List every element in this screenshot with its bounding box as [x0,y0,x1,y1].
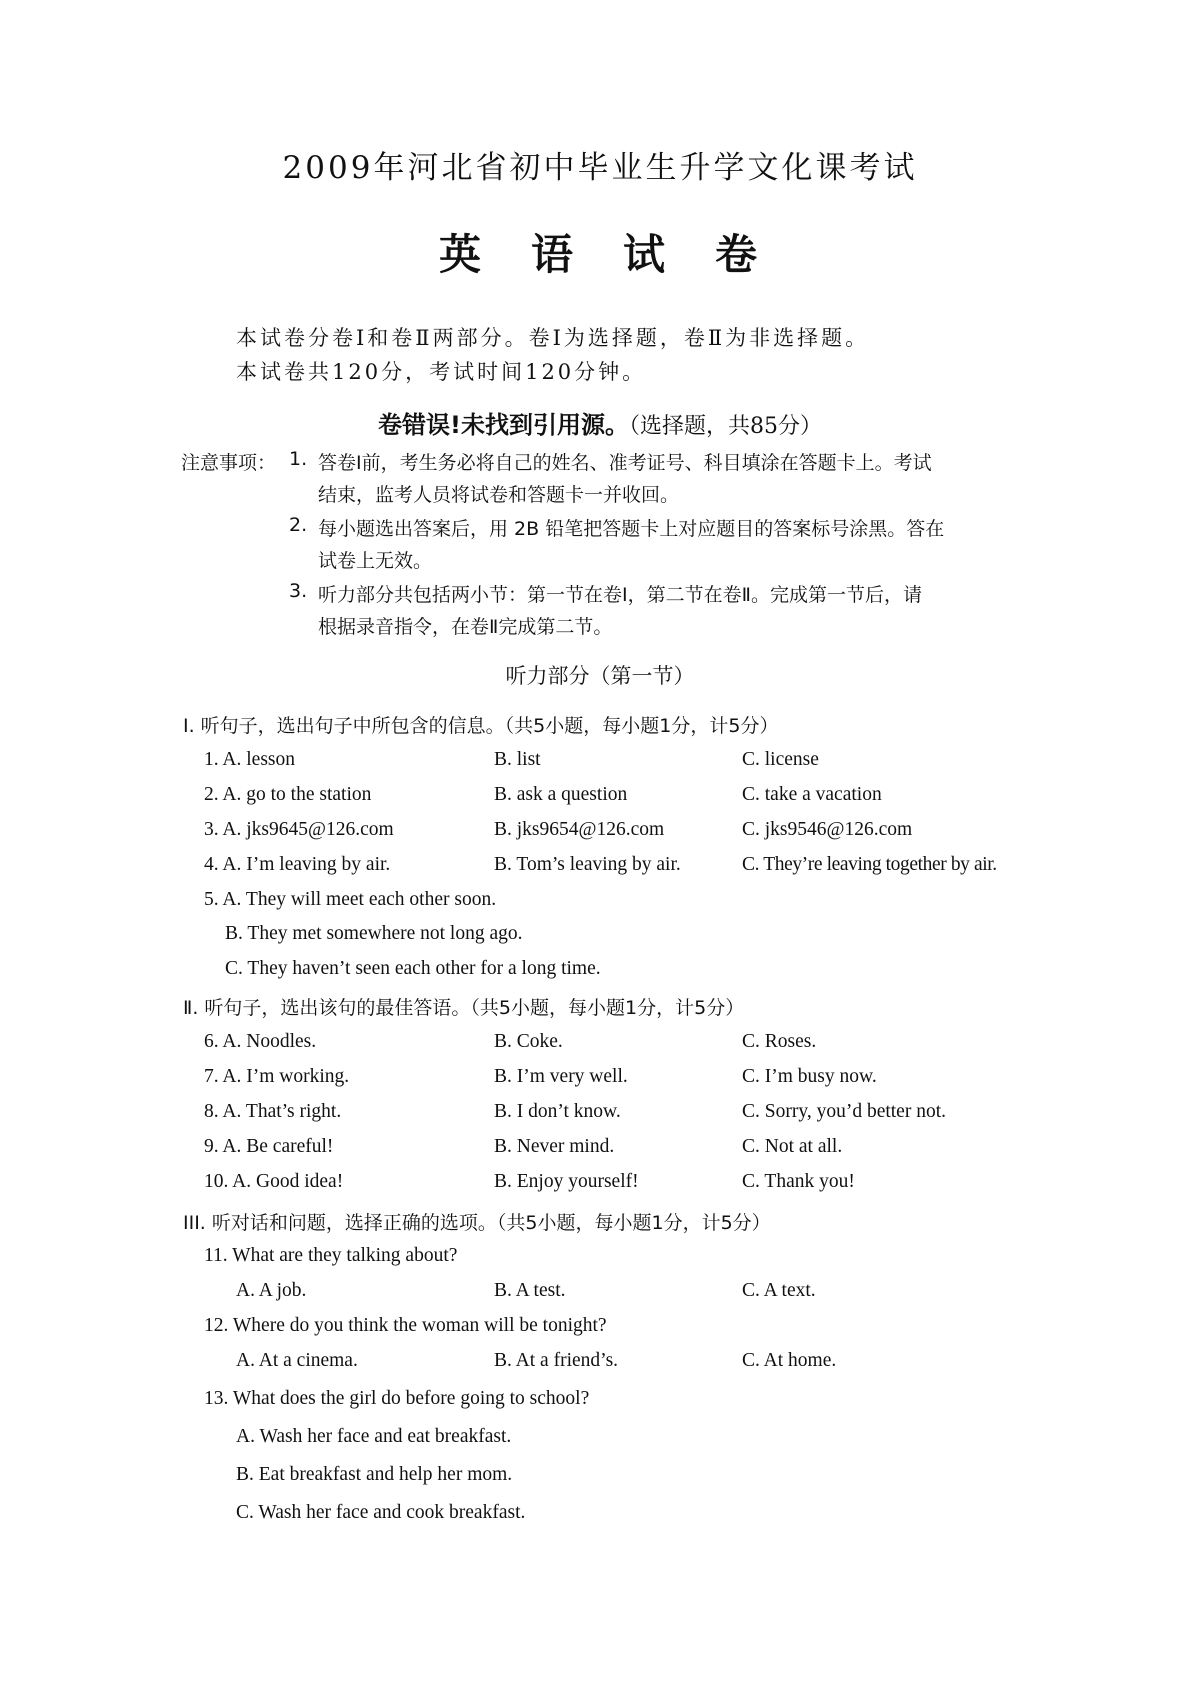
listening-title: 听力部分（第一节） [505,664,695,688]
part-3-heading: III. 听对话和问题，选择正确的选项。（共5小题，每小题1分，计5分） [183,1212,771,1234]
option-c: C. At home. [742,1350,837,1371]
option-c: C. Sorry, you’d better not. [742,1101,946,1122]
subtitle-char: 卷 [715,230,762,279]
option-a: 3. A. jks9645@126.com [204,819,394,840]
option-c: C. license [742,749,819,770]
option-a: 8. A. That’s right. [204,1101,342,1122]
option-b: B. They met somewhere not long ago. [225,923,523,944]
option-c: C. They haven’t seen each other for a long time. [225,958,601,979]
subtitle-char: 语 [530,230,577,279]
section-heading-bold: 卷错误!未找到引用源。 [378,411,629,439]
option-a: 4. A. I’m leaving by air. [204,854,391,875]
option-c: C. I’m busy now. [742,1066,877,1087]
option-b: B. jks9654@126.com [494,819,665,840]
option-c: C. They’re leaving together by air. [742,854,997,875]
option-b: B. At a friend’s. [494,1350,619,1371]
question-text: 11. What are they talking about? [204,1245,458,1266]
option-b: B. A test. [494,1280,566,1301]
option-a: 2. A. go to the station [204,784,372,805]
section-heading [0,405,1200,440]
option-a: A. At a cinema. [236,1350,358,1371]
section-heading-rest: （选择题，共85分） [628,414,822,439]
option-b: B. I don’t know. [494,1101,621,1122]
intro-line-1: 本试卷分卷Ⅰ和卷Ⅱ两部分。卷Ⅰ为选择题，卷Ⅱ为非选择题。 [236,326,870,350]
option-a: A. A job. [236,1280,307,1301]
option-c: C. take a vacation [742,784,882,805]
option-c: C. Wash her face and cook breakfast. [236,1502,526,1523]
option-c: C. jks9546@126.com [742,819,913,840]
note-2-line-2: 试卷上无效。 [318,550,433,572]
question-text: 12. Where do you think the woman will be tonight? [204,1315,607,1336]
question-text: 13. What does the girl do before going to school? [204,1388,590,1409]
note-number: 1. [289,448,308,470]
option-b: B. list [494,749,541,770]
option-a: 7. A. I’m working. [204,1066,350,1087]
option-a: A. Wash her face and eat breakfast. [236,1426,512,1447]
note-3-line-2: 根据录音指令，在卷Ⅱ完成第二节。 [318,616,613,638]
option-b: B. Tom’s leaving by air. [494,854,681,875]
option-a: 5. A. They will meet each other soon. [204,889,497,910]
option-b: B. Coke. [494,1031,563,1052]
note-1-line-1: 答卷Ⅰ前，考生务必将自己的姓名、准考证号、科目填涂在答题卡上。考试 [318,452,932,474]
intro-line-2: 本试卷共120分，考试时间120分钟。 [236,360,647,384]
exam-title: 2009年河北省初中毕业生升学文化课考试 [282,150,918,186]
option-a: 10. A. Good idea! [204,1171,344,1192]
option-a: 9. A. Be careful! [204,1136,334,1157]
option-b: B. Enjoy yourself! [494,1171,639,1192]
option-b: B. Eat breakfast and help her mom. [236,1464,513,1485]
part-2-heading: Ⅱ. 听句子，选出该句的最佳答语。（共5小题，每小题1分，计5分） [183,997,745,1019]
subtitle-char: 英 [438,230,485,279]
notes-label: 注意事项： [181,452,277,474]
option-a: 6. A. Noodles. [204,1031,317,1052]
subtitle-char: 试 [623,230,670,279]
note-1-line-2: 结束，监考人员将试卷和答题卡一并收回。 [318,484,680,506]
option-c: C. Roses. [742,1031,817,1052]
option-a: 1. A. lesson [204,749,296,770]
option-c: C. A text. [742,1280,816,1301]
option-b: B. Never mind. [494,1136,615,1157]
note-number: 3. [289,580,308,602]
exam-subtitle [0,222,1200,282]
option-c: C. Thank you! [742,1171,855,1192]
note-2-line-1: 每小题选出答案后，用 2B 铅笔把答题卡上对应题目的答案标号涂黑。答在 [318,518,945,540]
option-c: C. Not at all. [742,1136,843,1157]
option-b: B. I’m very well. [494,1066,628,1087]
part-1-heading: Ⅰ. 听句子，选出句子中所包含的信息。（共5小题，每小题1分，计5分） [183,715,779,737]
option-b: B. ask a question [494,784,628,805]
note-number: 2. [289,514,308,536]
note-3-line-1: 听力部分共包括两小节：第一节在卷Ⅰ，第二节在卷Ⅱ。完成第一节后，请 [318,584,922,606]
